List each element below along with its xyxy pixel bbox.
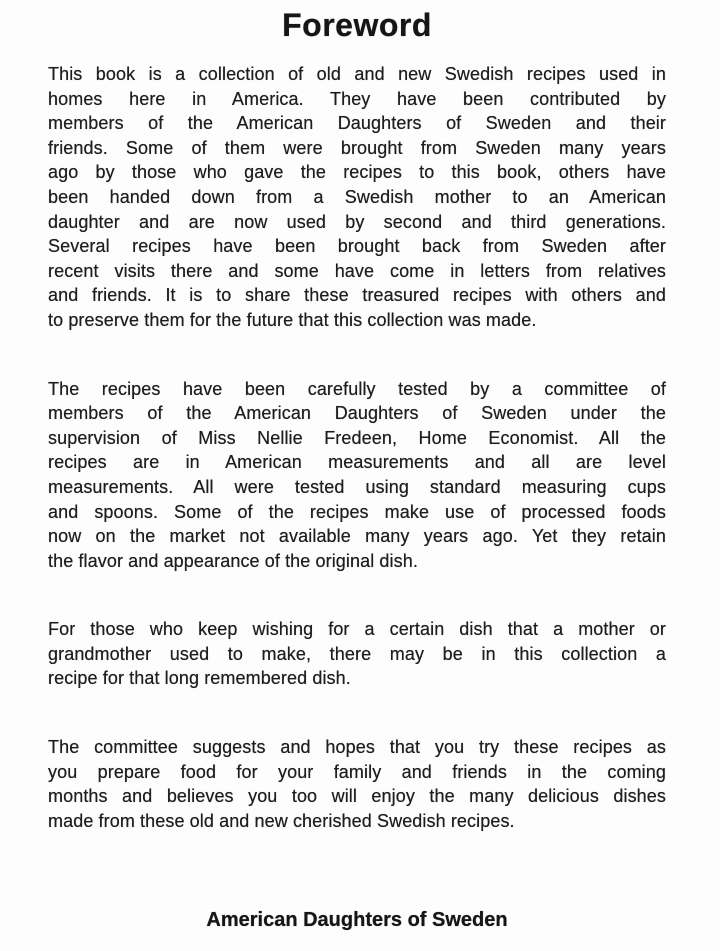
text-line: The recipes have been carefully tested by a committee of <box>48 378 666 399</box>
text-line: the flavor and appearance of the original dish. <box>48 550 418 571</box>
page-title: Foreword <box>282 7 432 43</box>
text-line: and friends. It is to share these treasured recipes with others and <box>48 285 666 306</box>
text-line: and spoons. Some of the recipes make use of processed foods <box>48 501 666 522</box>
foreword-body <box>48 62 666 833</box>
paragraph-1 <box>48 62 666 333</box>
text-line: grandmother used to make, there may be in this collection a <box>48 643 666 664</box>
text-line: made from these old and new cherished Swedish recipes. <box>48 810 515 831</box>
text-line: homes here in America. They have been contributed by <box>48 88 666 109</box>
paragraph-4 <box>48 735 666 833</box>
text-line: friends. Some of them were brought from Sweden many years <box>48 137 666 158</box>
text-line: This book is a collection of old and new Swedish recipes used in <box>48 64 666 84</box>
signature: American Daughters of Sweden <box>206 909 508 932</box>
text-line: measurements. All were tested using standard measuring cups <box>48 476 666 497</box>
text-line: Several recipes have been brought back from Sweden after <box>48 236 666 257</box>
text-line: recent visits there and some have come in letters from relatives <box>48 260 666 281</box>
text-line: recipes are in American measurements and all are level <box>48 452 666 473</box>
text-line: months and believes you too will enjoy the many delicious dishes <box>48 786 666 807</box>
text-line: ago by those who gave the recipes to this book, others have <box>48 162 666 183</box>
text-line: recipe for that long remembered dish. <box>48 668 351 689</box>
text-line: The committee suggests and hopes that you try these recipes as <box>48 737 666 758</box>
text-line: members of the American Daughters of Sweden and their <box>48 113 666 134</box>
text-line: daughter and are now used by second and third generations. <box>48 211 666 232</box>
paragraph-3 <box>48 617 666 691</box>
text-line: you prepare food for your family and friends in the coming <box>48 761 666 782</box>
text-line: been handed down from a Swedish mother to an American <box>48 186 666 207</box>
text-line: supervision of Miss Nellie Fredeen, Home Economist. All the <box>48 427 666 448</box>
text-line: For those who keep wishing for a certain dish that a mother or <box>48 619 666 640</box>
text-line: to preserve them for the future that this collection was made. <box>48 309 537 330</box>
text-line: now on the market not available many years ago. Yet they retain <box>48 526 666 547</box>
paragraph-2 <box>48 377 666 574</box>
text-line: members of the American Daughters of Sweden under the <box>48 403 666 424</box>
